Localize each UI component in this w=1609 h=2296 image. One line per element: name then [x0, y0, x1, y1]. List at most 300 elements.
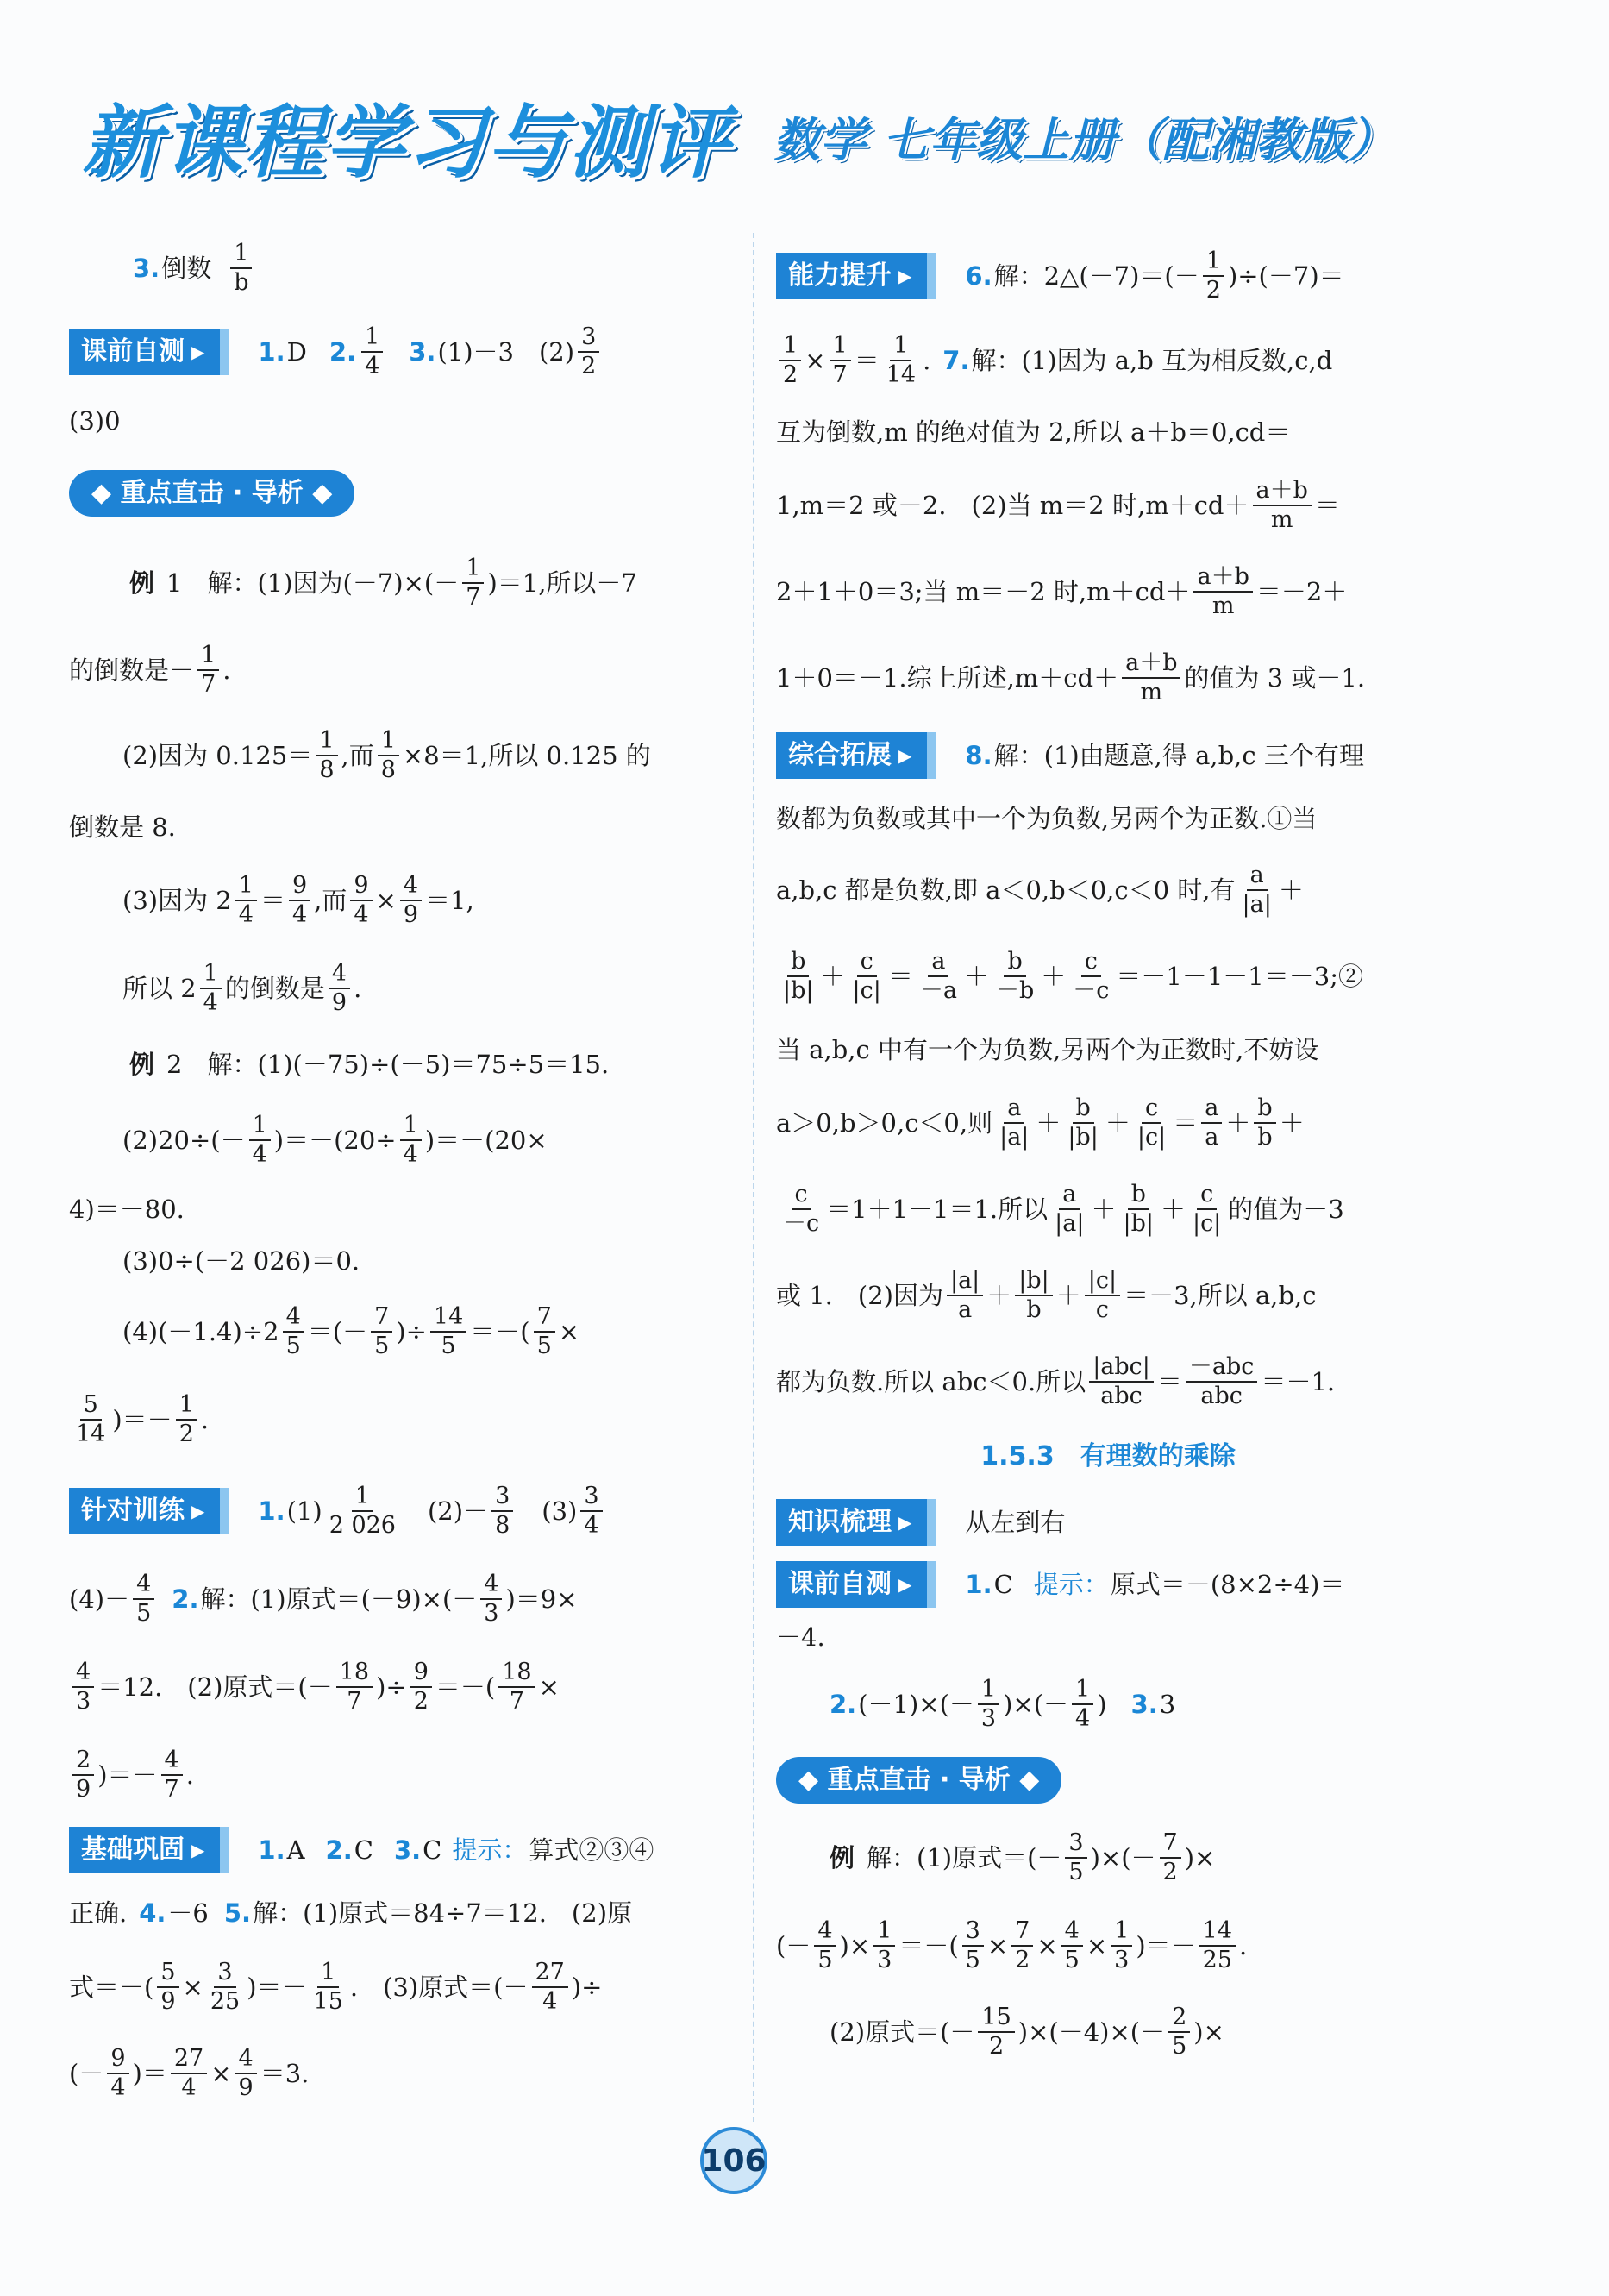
denominator: |a| [999, 1124, 1030, 1151]
denominator: －c [1073, 977, 1110, 1004]
text: ＝ [1156, 1367, 1182, 1396]
text: ＝－( [470, 1317, 530, 1346]
fraction [171, 2045, 207, 2102]
text: ,而 [341, 741, 374, 770]
section-pill: ◆ 重点直击 · 导析 ◆ [69, 470, 354, 517]
denominator: 5 [374, 1333, 390, 1359]
item-number: 2. [172, 1584, 199, 1614]
text: C [993, 1570, 1013, 1599]
left-column [69, 233, 724, 2117]
fraction [779, 948, 817, 1005]
text: －4. [776, 1622, 825, 1652]
fraction [200, 960, 222, 1017]
denominator: 4 [403, 1141, 418, 1168]
text: × [558, 1317, 580, 1346]
text: ＝ [854, 346, 880, 375]
text: ＝ [887, 962, 913, 991]
answer-line [69, 238, 724, 298]
text: 的值为－3 [1228, 1195, 1344, 1224]
item-number: 7. [942, 346, 970, 375]
denominator: 4 [238, 901, 254, 928]
numerator: 4 [133, 1571, 154, 1600]
answer-line [776, 635, 1440, 721]
item-number: 2. [329, 337, 357, 367]
fraction [1203, 248, 1224, 304]
answer-line [776, 402, 1440, 462]
numerator: a [1059, 1181, 1080, 1210]
denominator: 4 [542, 1988, 558, 2015]
column-divider [753, 233, 754, 2122]
item-number: 4. [139, 1898, 166, 1928]
numerator: 1 [317, 1959, 339, 1988]
text: ＝－( [435, 1672, 496, 1702]
answer-line [776, 1613, 1440, 1661]
denominator: 3 [76, 1688, 91, 1715]
denominator: c [1095, 1296, 1109, 1323]
text: A [286, 1835, 305, 1865]
denominator: 4 [203, 989, 218, 1016]
denominator: |b| [783, 977, 814, 1004]
denominator: 8 [380, 756, 396, 783]
numerator: 9 [107, 2045, 128, 2074]
text: )÷(－7)＝ [1227, 261, 1344, 291]
text: 的值为 3 或－1. [1184, 663, 1366, 693]
text: 2＋1＋0＝3;当 m＝－2 时,m＋cd＋ [776, 577, 1191, 606]
numerator: 1 [400, 1112, 422, 1141]
fraction [1111, 1917, 1132, 1974]
numerator: c [1081, 948, 1101, 977]
example-line [69, 1287, 724, 1377]
text: ＝ [260, 886, 285, 915]
example-line [69, 856, 724, 945]
numerator: c [857, 948, 877, 977]
book-subtitle: 数学 七年级上册（配湘教版） [773, 112, 1395, 167]
denominator: 4 [252, 1141, 267, 1168]
text: (4)－ [69, 1584, 130, 1614]
denominator: 7 [164, 1776, 179, 1803]
denominator: 2 [988, 2033, 1005, 2060]
section-heading [69, 459, 724, 528]
text: ,而 [314, 886, 347, 915]
section-tag: 知识梳理 ▶ [776, 1499, 936, 1546]
text: ＝(－ [307, 1317, 368, 1346]
example-label: 例 [129, 568, 155, 598]
text: (2)－ [402, 1496, 489, 1526]
fraction [161, 1747, 183, 1804]
text: 3 [1159, 1690, 1176, 1719]
fraction [992, 948, 1037, 1005]
text: )＝－ [247, 1973, 307, 2002]
fraction [249, 1112, 271, 1169]
fraction [1061, 1917, 1083, 1974]
item-number: 1. [258, 1496, 285, 1526]
numerator: |abc| [1089, 1353, 1154, 1383]
denominator: 25 [210, 1988, 241, 2015]
text: ＋ [1225, 1108, 1251, 1138]
text: a,b,c 都是负数,即 a＜0,b＜0,c＜0 时,有 [776, 875, 1236, 905]
example-line [69, 628, 724, 712]
fraction [1186, 1353, 1258, 1410]
numerator: 3 [962, 1917, 984, 1947]
numerator: b [1073, 1095, 1094, 1124]
fraction [532, 1959, 568, 2016]
numerator: 3 [491, 1483, 513, 1512]
text: 的倒数是－ [69, 656, 195, 685]
text: × [538, 1672, 560, 1702]
numerator: 14 [1199, 1917, 1236, 1947]
numerator: 3 [578, 323, 599, 353]
text: 2 解：(1)(－75)÷(－5)＝75÷5＝15. [166, 1050, 610, 1079]
fraction [1189, 1181, 1224, 1238]
fraction [779, 1181, 823, 1238]
denominator: a [1205, 1124, 1219, 1151]
numerator: |c| [1085, 1267, 1120, 1296]
denominator: 2 [783, 361, 798, 388]
numerator: 4 [1061, 1917, 1083, 1947]
text: ＝ [1314, 491, 1340, 520]
lesson-heading [776, 1425, 1440, 1489]
denominator: abc [1200, 1383, 1243, 1409]
text: )＝9× [505, 1584, 578, 1614]
denominator: 7 [832, 361, 848, 388]
fraction [72, 1747, 94, 1804]
denominator: 8 [319, 756, 335, 783]
denominator: －b [995, 977, 1035, 1004]
fraction [462, 555, 484, 612]
denominator: －c [783, 1210, 820, 1237]
text: ＋ [1091, 1195, 1117, 1224]
example-line [69, 1183, 724, 1235]
numerator: |b| [1015, 1267, 1052, 1296]
text: . [1239, 1931, 1248, 1960]
denominator: |c| [1136, 1124, 1167, 1151]
text: 从左到右 [965, 1508, 1066, 1537]
text: 式＝－( [69, 1973, 154, 2002]
text: ＝ [1173, 1108, 1199, 1138]
numerator: 1 [1111, 1917, 1132, 1947]
numerator: －abc [1186, 1353, 1258, 1383]
denominator: －a [919, 977, 957, 1004]
numerator: 1 [1072, 1676, 1093, 1705]
answer-line [69, 1882, 724, 1944]
answer-text: (3)0 [69, 406, 121, 436]
text: 4)＝－80. [69, 1195, 185, 1224]
example-label: 例 [830, 1843, 855, 1873]
item-number: 5. [223, 1898, 252, 1928]
numerator: 3 [1065, 1829, 1086, 1859]
denominator: 4 [584, 1512, 599, 1539]
numerator: 4 [814, 1917, 836, 1947]
text: )×(－ [1090, 1843, 1156, 1873]
numerator: 1 [235, 872, 257, 901]
fraction [947, 1267, 983, 1324]
numerator: 9 [289, 872, 310, 901]
denominator: 8 [495, 1512, 510, 1539]
text: 解：2△(－7)＝(－ [993, 261, 1199, 291]
answer-line [776, 233, 1440, 319]
text: )＝－ [112, 1405, 172, 1434]
numerator: 2 [72, 1747, 94, 1776]
denominator: 5 [136, 1600, 152, 1627]
text: ＋ [1279, 1108, 1305, 1138]
text: C [354, 1835, 373, 1865]
fraction [1089, 1353, 1154, 1410]
denominator: 9 [331, 989, 347, 1016]
item-number: 2. [830, 1690, 857, 1719]
answer-line [69, 316, 724, 388]
example-line [69, 1235, 724, 1287]
numerator: 5 [157, 1959, 178, 1988]
text: 所以 2 [122, 974, 197, 1003]
denominator: b [1257, 1124, 1273, 1151]
denominator: 2 [581, 353, 597, 380]
denominator: 5 [817, 1947, 833, 1973]
denominator: 9 [160, 1988, 176, 2015]
denominator: 9 [403, 901, 419, 928]
denominator: 4 [365, 353, 380, 380]
numerator: 27 [532, 1959, 568, 1988]
numerator: 7 [1160, 1829, 1181, 1859]
numerator: 18 [498, 1659, 535, 1688]
numerator: 7 [371, 1303, 392, 1333]
fraction [962, 1917, 984, 1974]
fraction [235, 872, 257, 929]
denominator: 2 [413, 1688, 429, 1715]
answer-text: D [286, 337, 307, 367]
fraction [400, 872, 422, 929]
section-tag: 针对训练 ▶ [69, 1488, 229, 1534]
fraction [326, 1483, 399, 1540]
hint-label: 提示： [1033, 1570, 1109, 1599]
text: 都为负数.所以 abc＜0.所以 [776, 1367, 1086, 1396]
lesson-title: 1.5.3 有理数的乘除 [980, 1441, 1236, 1471]
fraction [1199, 1917, 1236, 1974]
numerator: 1 [176, 1391, 197, 1421]
denominator: 3 [1114, 1947, 1130, 1973]
denominator: 4 [291, 901, 308, 928]
text: . (3)原式＝(－ [349, 1973, 529, 2002]
text: × [986, 1931, 1009, 1960]
numerator: 1 [1203, 248, 1224, 277]
denominator: 5 [1068, 1859, 1084, 1885]
numerator: |a| [947, 1267, 983, 1296]
fraction [378, 727, 399, 784]
answer-line [776, 1166, 1440, 1252]
text: ＋ [1055, 1281, 1081, 1310]
example-line [69, 799, 724, 856]
fraction [849, 948, 885, 1005]
denominator: |a| [1055, 1210, 1085, 1237]
answer-line [776, 790, 1440, 847]
text: 或 1. (2)因为 [776, 1281, 943, 1310]
denominator: 4 [181, 2074, 197, 2101]
fraction [133, 1571, 154, 1628]
numerator: 15 [978, 2004, 1014, 2033]
fraction [1168, 2004, 1190, 2061]
text: ＋ [1105, 1108, 1130, 1138]
numerator: 14 [430, 1303, 466, 1333]
denominator: 3 [980, 1705, 997, 1732]
text: ＝1＋1－1＝1.所以 [826, 1195, 1049, 1224]
denominator: m [1211, 593, 1235, 619]
text: (1) [286, 1496, 322, 1526]
text: (－ [69, 2059, 104, 2088]
denominator: 3 [877, 1947, 892, 1973]
fraction [1051, 1181, 1087, 1238]
numerator: c [792, 1181, 811, 1210]
fraction [580, 1483, 602, 1540]
numerator: 7 [534, 1303, 555, 1333]
text: 正确. [69, 1898, 128, 1928]
fraction [1253, 477, 1312, 534]
text: )＝－ [97, 1760, 158, 1790]
fraction [72, 1659, 94, 1716]
fraction [289, 872, 310, 929]
text: 1＋0＝－1.综上所述,m＋cd＋ [776, 663, 1119, 693]
fraction [498, 1659, 535, 1716]
denominator: 4 [110, 2074, 126, 2101]
section-pill: ◆ 重点直击 · 导析 ◆ [776, 1757, 1061, 1804]
text: a＞0,b＞0,c＜0,则 [776, 1108, 993, 1138]
answer-text: 倒数 [161, 254, 212, 283]
example-line [69, 712, 724, 799]
numerator: 1 [230, 240, 252, 269]
fraction [157, 1959, 178, 2016]
text: 的倒数是 [224, 974, 325, 1003]
numerator: a [1247, 862, 1268, 891]
denominator: abc [1100, 1383, 1143, 1409]
answer-line [69, 388, 724, 454]
denominator: 5 [536, 1333, 552, 1359]
text: × [375, 886, 397, 915]
fraction [814, 1917, 836, 1974]
section-tag: 课前自测 ▶ [776, 1561, 936, 1608]
book-title: 新课程学习与测评 [82, 97, 731, 189]
right-column [776, 233, 1440, 2075]
fraction [350, 872, 372, 929]
item-number: 3. [1130, 1690, 1158, 1719]
denominator: b [1026, 1296, 1042, 1323]
text: ＋ [1160, 1195, 1186, 1224]
text: 解：(1)原式＝(－ [867, 1843, 1062, 1873]
fraction [207, 1959, 243, 2016]
denominator: 5 [285, 1333, 301, 1359]
example-line [776, 1813, 1440, 1903]
answer-line [69, 1818, 724, 1882]
numerator: 3 [214, 1959, 235, 1988]
text: (3)因为 2 [122, 886, 232, 915]
numerator: b [1128, 1181, 1149, 1210]
answer-line [69, 1556, 724, 1642]
numerator: 4 [283, 1303, 304, 1333]
numerator: 4 [72, 1659, 94, 1688]
fraction [1254, 1095, 1275, 1151]
text: . [222, 656, 231, 685]
example-label: 例 [129, 1050, 155, 1079]
fraction [534, 1303, 555, 1360]
denominator: 3 [484, 1600, 499, 1627]
item-number: 1. [258, 1835, 285, 1865]
fraction [830, 332, 851, 389]
text: －6 [167, 1898, 209, 1928]
fraction [978, 2004, 1014, 2061]
answer-line [69, 1944, 724, 2030]
answer-line [69, 1466, 724, 1556]
denominator: 7 [466, 584, 481, 611]
example-line [69, 1097, 724, 1183]
text: . [200, 1405, 210, 1434]
numerator: a [928, 948, 948, 977]
text: (2)20÷(－ [122, 1126, 246, 1155]
text: 解：(1)因为 a,b 互为相反数,c,d [971, 346, 1333, 375]
text: ×8＝1,所以 0.125 的 [402, 741, 651, 770]
numerator: 3 [580, 1483, 602, 1512]
item-number: 3. [393, 1835, 422, 1865]
numerator: 1 [378, 727, 399, 756]
text: )×(－4)×(－ [1017, 2017, 1166, 2047]
text: )× [1184, 1843, 1216, 1873]
numerator: 27 [171, 2045, 207, 2074]
denominator: 15 [313, 1988, 343, 2015]
text: 当 a,b,c 中有一个为负数,另两个为正数时,不妨设 [776, 1035, 1319, 1064]
fraction [1015, 1267, 1052, 1324]
denominator: |a| [1242, 891, 1272, 918]
fraction [336, 1659, 373, 1716]
answer-line [69, 1732, 724, 1818]
page-header [82, 85, 1395, 188]
numerator: 4 [235, 2045, 257, 2074]
fraction [883, 332, 919, 389]
numerator: 4 [480, 1571, 502, 1600]
text: )÷ [376, 1672, 407, 1702]
numerator: 1 [779, 332, 801, 361]
numerator: 1 [873, 1917, 895, 1947]
text: )＝－(20÷ [273, 1126, 397, 1155]
denominator: 5 [1064, 1947, 1080, 1973]
denominator: m [1140, 679, 1163, 706]
answer-line [776, 721, 1440, 790]
section-tag: 综合拓展 ▶ [776, 732, 936, 779]
denominator: 2 [1162, 1859, 1178, 1885]
answer-line [776, 462, 1440, 549]
answer-line [776, 1489, 1440, 1556]
example-line [69, 538, 724, 628]
fraction [235, 2045, 257, 2102]
text: 数都为负数或其中一个为负数,另两个为正数.①当 [776, 804, 1318, 833]
denominator: 14 [886, 361, 917, 388]
example-line [776, 1989, 1440, 2075]
fraction [176, 1391, 197, 1448]
denominator: b [234, 269, 249, 296]
text: )＝－ [1136, 1931, 1196, 1960]
text: )＝1,所以－7 [487, 568, 637, 598]
text: 互为倒数,m 的绝对值为 2,所以 a＋b＝0,cd＝ [776, 417, 1291, 447]
denominator: 5 [1172, 2033, 1187, 2060]
text: (－ [776, 1931, 811, 1960]
fraction [917, 948, 961, 1005]
fraction [361, 323, 383, 380]
fraction [1065, 1829, 1086, 1886]
numerator: 4 [161, 1747, 183, 1776]
numerator: a＋b [1122, 649, 1180, 679]
denominator: 4 [1075, 1705, 1091, 1732]
numerator: a [1201, 1095, 1222, 1124]
answer-line [69, 1642, 724, 1732]
fraction [72, 1391, 109, 1448]
fraction [283, 1303, 304, 1360]
denominator: 2 [1205, 277, 1221, 304]
text: 倒数是 8. [69, 812, 176, 842]
